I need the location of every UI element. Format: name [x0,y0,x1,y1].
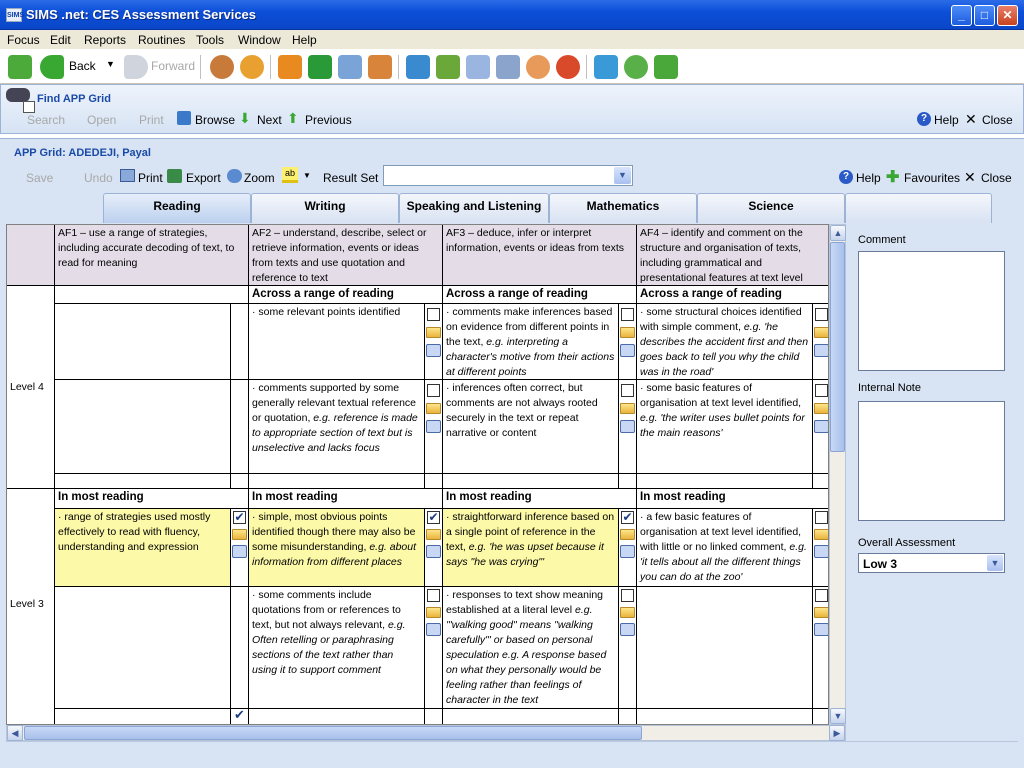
l4-af1-r1-controls [231,304,249,380]
tab-mathematics[interactable]: Mathematics [549,193,697,223]
l4-af2-footer [249,474,425,489]
l3-af2-r1-checkbox-checked[interactable]: ✔ [428,510,439,524]
graduation-icon[interactable] [338,55,362,79]
home-icon[interactable] [8,55,32,79]
assessment-grid [6,224,829,725]
l3-af1-r2-controls [231,587,249,709]
grid-help-button[interactable]: Help [856,171,881,185]
evidence-icon[interactable] [620,545,635,558]
menu-help[interactable]: Help [292,33,317,47]
l3-af4-r2 [637,587,813,709]
l4-af3-r1-example: e.g. interpreting a character's motive from their actions at different points [446,336,615,378]
student-icon[interactable] [526,55,550,79]
overall-assessment-label: Overall Assessment [858,537,956,549]
evidence-icon[interactable] [814,623,829,636]
folder-icon[interactable] [232,529,247,540]
l3-af4-r2-controls [813,587,829,709]
l4-af2-r2-main: · comments supported by some generally relevant textual reference or quotation, [252,382,417,424]
menu-tools[interactable]: Tools [196,33,225,47]
comment-textarea[interactable] [858,251,1005,371]
l4-af4-r1-main: · some structural choices identified with simple comment, [640,306,802,333]
l4-af2-r2-example: e.g. reference is made to appropriate section of text but is unselective and lacks focus [252,412,418,454]
header-af4: AF4 – identify and comment on the structure and organisation of texts, including grammatical and presentational features at text level [637,225,829,286]
assessment-side-panel [847,224,1017,740]
evidence-icon[interactable] [814,545,829,558]
title-bar [0,0,1024,30]
find-help-button[interactable]: Help [934,113,959,127]
grid-help-icon: ? [839,170,853,184]
evidence-icon[interactable] [426,623,441,636]
l3-af4-heading: In most reading [637,489,829,509]
tab-speaking-listening[interactable]: Speaking and Listening [399,193,549,223]
l3-af3-r2-main: · responses to text show meaning established at a literal level [446,589,603,616]
evidence-icon[interactable] [814,420,829,433]
l3-af2-r2-controls [425,587,443,709]
l4-af3-r2-controls [619,380,637,474]
app-icon: SIMS [6,8,22,22]
find-panel [0,84,1024,134]
chevron-down-icon[interactable]: ▼ [987,555,1003,571]
chevron-down-icon[interactable]: ▼ [614,167,631,184]
l3-af4-r1-example: e.g. 'it tells about all the different things you can do at the zoo' [640,541,807,583]
l3-af1-footer-checkmark[interactable]: ✔ [234,709,245,722]
l4-af4-r1-controls [813,304,829,380]
folder-icon[interactable] [426,607,441,618]
l4-af3-r2-text: · inferences often correct, but comments are not always rooted securely in the text or repeat narrative or content [443,380,619,474]
save-button[interactable]: Save [26,171,54,185]
l3-af3-r1-main: · straightforward inference based on a single point of reference in the text, [446,511,615,553]
l3-af1-r1-controls [231,509,249,587]
tab-science[interactable]: Science [697,193,845,223]
l4-af3-footer-chk [619,474,637,489]
l3-af3-r1-checkbox-checked[interactable]: ✔ [622,510,633,524]
header-af3: AF3 – deduce, infer or interpret information, events or ideas from texts [443,225,637,286]
zoom-button[interactable]: Zoom [244,171,275,185]
l3-af4-footer [637,709,813,725]
l4-af2-footer-chk [425,474,443,489]
report-icon[interactable] [466,55,490,79]
app-grid-title: APP Grid: ADEDEJI, Payal [14,147,151,159]
folder-icon[interactable] [620,529,635,540]
l4-af1-heading [55,286,249,304]
overall-assessment-value: Low 3 [863,557,898,571]
print-button-disabled[interactable]: Print [139,113,164,127]
scroll-right-icon[interactable]: ▶ [829,725,845,741]
l4-af4-r2-main: · some basic features of organisation at text level identified, [640,382,802,409]
l4-af1-r2-controls [231,380,249,474]
l4-af1-r1 [55,304,231,380]
folder-icon[interactable] [620,327,635,338]
internal-note-label: Internal Note [858,382,921,394]
l4-af4-r1-example: e.g. 'he describes the accident first and then goes back to tell you why the child was in the road' [640,321,809,378]
next-button[interactable]: Next [257,113,282,127]
l4-af3-r2-checkbox[interactable] [621,384,634,397]
search-button[interactable]: Search [27,113,66,127]
clock-icon[interactable] [556,55,580,79]
export-button[interactable]: Export [186,171,221,185]
l4-af3-footer [443,474,619,489]
l3-af4-r1-checkbox[interactable] [815,511,828,524]
main-toolbar [0,50,1024,84]
previous-button[interactable]: Previous [305,113,352,127]
horizontal-scrollbar[interactable] [6,725,846,741]
folder-icon[interactable] [620,403,635,414]
l4-af4-r2-text [637,380,813,474]
evidence-icon[interactable] [426,344,441,357]
highlight-icon[interactable]: ab [282,167,298,183]
overall-assessment-select[interactable] [858,553,1005,573]
minimize-button[interactable]: _ [951,5,972,26]
l4-af4-footer-chk [813,474,829,489]
l3-af2-r2-text [249,587,425,709]
l3-af2-heading: In most reading [249,489,443,509]
l3-af2-r2-main: · some comments include quotations from or references to text, but not always relevant, [252,589,401,631]
tab-blank [845,193,992,223]
evidence-icon[interactable] [814,344,829,357]
l3-af1-r2 [55,587,231,709]
l3-af4-r1-text [637,509,813,587]
print-button[interactable]: Print [138,171,163,185]
l4-af3-r1-controls [619,304,637,380]
evidence-icon[interactable] [232,545,247,558]
back-dropdown-icon[interactable]: ▼ [106,59,115,69]
close-window-button[interactable]: ✕ [997,5,1018,26]
back-arrow-icon[interactable] [40,55,64,79]
l4-af4-r1-checkbox[interactable] [815,308,828,321]
transfer-icon[interactable] [654,55,678,79]
browse-icon [177,111,191,125]
l3-af3-r1-example: e.g. 'he was upset because it says "he was crying"' [446,541,604,568]
undo-button[interactable]: Undo [84,171,113,185]
header-af1: AF1 – use a range of strategies, including accurate decoding of text, to read for meaning [55,225,249,286]
menu-window[interactable]: Window [238,33,281,47]
l4-af4-heading: Across a range of reading [637,286,829,304]
menu-focus[interactable]: Focus [7,33,40,47]
tab-writing[interactable]: Writing [251,193,399,223]
binoculars-icon [6,88,30,102]
find-panel-title: Find APP Grid [37,93,111,105]
folder-icon[interactable] [814,529,829,540]
l3-af4-footer-chk [813,709,829,725]
l4-af3-heading: Across a range of reading [443,286,637,304]
l4-af2-r1-checkbox[interactable] [427,308,440,321]
l4-af3-r1-main: · comments make inferences based on evidence from different points in the text, [446,306,613,348]
l4-af2-r2-text [249,380,425,474]
menu-reports[interactable]: Reports [84,33,127,47]
result-set-label: Result Set [323,171,379,185]
l3-af4-r1-controls [813,509,829,587]
l3-af2-footer-chk [425,709,443,725]
l3-af2-r2-checkbox[interactable] [427,589,440,602]
l3-af1-footer-controls [231,709,249,725]
result-set-select[interactable] [383,165,633,186]
find-close-button[interactable]: Close [982,113,1013,127]
l3-af2-r1-text [249,509,425,587]
l4-af4-r1-text [637,304,813,380]
people-icon[interactable] [210,55,234,79]
next-arrow-icon: ⬇ [239,110,251,126]
l4-af4-r2-example: e.g. 'the writer uses bullet points for the main reasons' [640,412,805,439]
evidence-icon[interactable] [426,420,441,433]
close-x-icon: ✕ [965,111,977,127]
document-person-icon[interactable] [368,55,392,79]
forward-arrow-icon[interactable] [124,55,148,79]
l3-af3-r2-example: e.g. '"walking good" means "walking carefully"' or based on personal speculation e.g. A response based on what they personally would be feeling rather than feelings of character in the text [446,604,607,706]
printer-icon [120,169,135,182]
favourites-plus-icon: ✚ [886,169,900,186]
markbook-icon[interactable] [436,55,460,79]
l4-af3-r1-checkbox[interactable] [621,308,634,321]
l4-af4-r2-checkbox[interactable] [815,384,828,397]
zoom-icon [227,169,242,183]
window-title: SIMS .net: CES Assessment Services [26,7,257,22]
l3-af1-r1-text: · range of strategies used mostly effectively to read with fluency, understanding and expression [55,509,231,587]
export-icon [167,169,182,183]
vertical-scrollbar[interactable] [829,224,846,725]
l3-af2-r1-main: · simple, most obvious points identified though there may also be some misunderstanding, [252,511,416,553]
favourites-button[interactable]: Favourites [904,171,961,185]
refresh-icon[interactable] [594,55,618,79]
evidence-icon[interactable] [620,420,635,433]
previous-arrow-icon: ⬆ [287,110,299,126]
l3-af3-r2-text [443,587,619,709]
book-icon[interactable] [278,55,302,79]
l4-af1-r2 [55,380,231,474]
globe-icon[interactable] [624,55,648,79]
menu-routines[interactable]: Routines [138,33,186,47]
flag-icon[interactable] [308,55,332,79]
horizontal-scroll-thumb[interactable] [24,726,642,740]
level-4-label: Level 4 [7,286,55,489]
l4-af3-r1-text [443,304,619,380]
l3-af3-footer-chk [619,709,637,725]
evidence-icon[interactable] [620,344,635,357]
scroll-left-icon[interactable]: ◀ [7,725,23,741]
help-icon: ? [917,112,931,126]
folder-icon[interactable] [426,327,441,338]
folder-icon[interactable] [620,607,635,618]
l3-af3-heading: In most reading [443,489,637,509]
l3-af4-r2-checkbox[interactable] [815,589,828,602]
vertical-scroll-thumb[interactable] [830,242,845,452]
l3-af2-r1-controls [425,509,443,587]
l3-af3-r1-text [443,509,619,587]
menu-bar [0,30,1024,50]
l4-af4-r2-controls [813,380,829,474]
person-icon[interactable] [240,55,264,79]
folder-icon[interactable] [814,327,829,338]
level-3-label: Level 3 [7,489,55,725]
l3-af1-footer [55,709,231,725]
l3-af3-r2-controls [619,587,637,709]
evidence-icon[interactable] [426,545,441,558]
internal-note-textarea[interactable] [858,401,1005,521]
open-button[interactable]: Open [87,113,117,127]
l4-af2-r1-controls [425,304,443,380]
back-button[interactable]: Back [69,59,96,73]
l4-af4-footer [637,474,813,489]
find-panel-toggle[interactable] [23,101,35,113]
l4-af2-r2-checkbox[interactable] [427,384,440,397]
tab-reading[interactable]: Reading [103,193,251,223]
scroll-down-icon[interactable]: ▼ [830,708,846,724]
forward-button[interactable]: Forward [151,59,196,73]
header-af2: AF2 – understand, describe, select or retrieve information, events or ideas from texts and use quotation and reference to text [249,225,443,286]
l3-af4-r1-main: · a few basic features of organisation at text level identified, with little or no linked comment, [640,511,802,553]
grid-close-x-icon: ✕ [964,169,976,185]
l3-af2-r1-example: e.g. about information from different places [252,541,417,568]
l3-af2-footer [249,709,425,725]
grid-close-button[interactable]: Close [981,171,1012,185]
l4-af1-footer [55,474,231,489]
evidence-icon[interactable] [620,623,635,636]
l3-af3-footer [443,709,619,725]
assessment-icon[interactable] [406,55,430,79]
folder-icon[interactable] [814,607,829,618]
edit-document-icon[interactable] [496,55,520,79]
l3-af3-r1-controls [619,509,637,587]
l4-af2-r1-text: · some relevant points identified [249,304,425,380]
l4-af1-footer-chk [231,474,249,489]
scroll-up-icon[interactable]: ▲ [830,225,846,241]
l3-af2-r2-example: e.g. Often retelling or paraphrasing sections of the text rather than using it to support comment [252,619,406,676]
comment-label: Comment [858,234,906,246]
status-bar [6,741,1018,763]
folder-icon[interactable] [426,403,441,414]
l4-af2-r2-controls [425,380,443,474]
folder-icon[interactable] [814,403,829,414]
corner-cell [7,225,55,286]
l3-af3-r2-checkbox[interactable] [621,589,634,602]
menu-edit[interactable]: Edit [50,33,71,47]
l4-af2-heading: Across a range of reading [249,286,443,304]
maximize-button[interactable]: □ [974,5,995,26]
folder-icon[interactable] [426,529,441,540]
browse-button[interactable]: Browse [195,113,236,127]
highlight-dropdown-icon[interactable]: ▼ [303,171,311,180]
l3-af1-heading: In most reading [55,489,249,509]
l3-af1-r1-checkbox-checked[interactable]: ✔ [234,510,245,524]
